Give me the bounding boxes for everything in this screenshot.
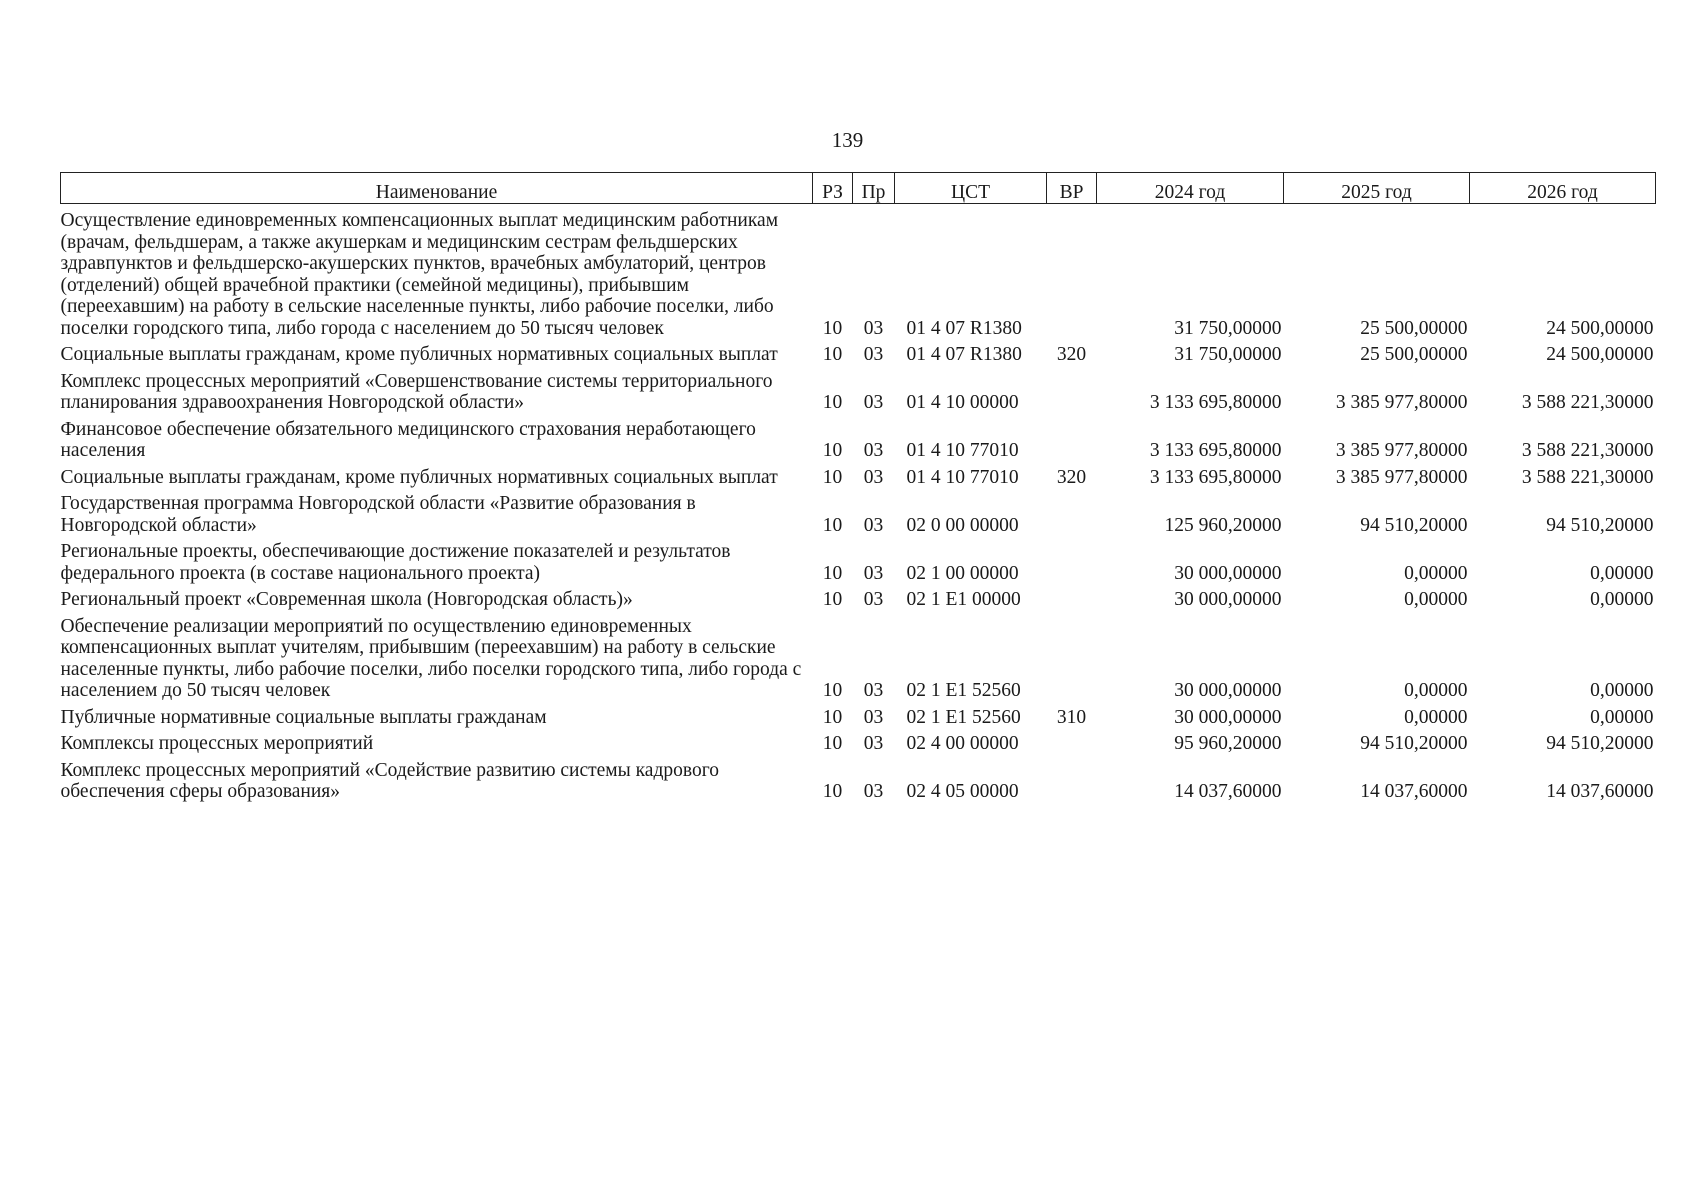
- row-2026: 0,00000: [1590, 562, 1654, 584]
- row-pr: 03: [863, 706, 884, 728]
- row-cst: 01 4 07 R1380: [906, 317, 1022, 339]
- row-2025: 3 385 977,80000: [1335, 440, 1468, 461]
- row-rz: 10: [822, 344, 843, 365]
- row-pr: 03: [863, 733, 884, 754]
- row-2024: 30 000,00000: [1174, 680, 1282, 701]
- row-rz: 10: [822, 562, 843, 584]
- row-2024: 30 000,00000: [1174, 589, 1282, 610]
- row-vr: [1047, 584, 1097, 611]
- row-2026: 24 500,00000: [1546, 317, 1654, 339]
- row-cst: 01 4 10 77010: [906, 440, 1019, 461]
- row-2026: 3 588 221,30000: [1521, 440, 1654, 461]
- header-cst: ЦСТ: [895, 173, 1047, 204]
- row-rz: 10: [822, 781, 843, 802]
- row-2026: 0,00000: [1590, 680, 1654, 701]
- header-pr: Пр: [853, 173, 895, 204]
- table-row: [61, 755, 1656, 803]
- row-2025: 94 510,20000: [1360, 733, 1468, 754]
- row-2026: 0,00000: [1590, 706, 1654, 728]
- row-pr: 03: [863, 440, 884, 461]
- table-header: [61, 173, 1656, 204]
- header-2025: 2025 год: [1284, 173, 1470, 204]
- row-pr: 03: [863, 317, 884, 339]
- row-2026: 3 588 221,30000: [1521, 392, 1654, 413]
- table-row: [61, 366, 1656, 414]
- row-2025: 25 500,00000: [1360, 317, 1468, 339]
- row-name: Государственная программа Новгородской области «Развитие образования в Новгородской области»: [60, 493, 696, 536]
- row-vr: [1047, 488, 1097, 536]
- row-name: Осуществление единовременных компенсационных выплат медицинским работникам (врачам, фельдшерам, а также акушеркам и медицинским сестрам фельдшерских здравпунктов и фельдшерско-акушерских пунктов, врачебных амбулаторий, центров (отделений) общей врачебной практики (семейной медицины), прибывшим (переехавшим) на работу в сельские населенные пункты, либо рабочие поселки, либо поселки городского типа, либо города с населением до 50 тысяч человек: [60, 210, 779, 339]
- header-rz: РЗ: [813, 173, 853, 204]
- row-rz: 10: [822, 589, 843, 610]
- row-2025: 94 510,20000: [1360, 514, 1468, 536]
- row-2024: 31 750,00000: [1174, 344, 1282, 365]
- header-2026: 2026 год: [1470, 173, 1656, 204]
- header-name: Наименование: [61, 173, 813, 204]
- row-2025: 14 037,60000: [1360, 781, 1468, 802]
- table-row: [61, 462, 1656, 489]
- row-pr: 03: [863, 392, 884, 413]
- row-2024: 30 000,00000: [1174, 562, 1282, 584]
- row-rz: 10: [822, 733, 843, 754]
- row-name: Публичные нормативные социальные выплаты гражданам: [60, 706, 547, 728]
- row-rz: 10: [822, 706, 843, 728]
- row-pr: 03: [863, 514, 884, 536]
- row-2026: 94 510,20000: [1546, 514, 1654, 536]
- row-vr: [1047, 536, 1097, 584]
- row-rz: 10: [822, 392, 843, 413]
- page-number: 139: [831, 128, 864, 152]
- row-rz: 10: [822, 440, 843, 461]
- row-cst: 02 4 05 00000: [906, 781, 1019, 802]
- row-2024: 125 960,20000: [1164, 514, 1282, 536]
- row-2026: 14 037,60000: [1546, 781, 1654, 802]
- row-2024: 3 133 695,80000: [1149, 392, 1282, 413]
- row-cst: 02 1 E1 00000: [906, 589, 1021, 610]
- row-2025: 0,00000: [1404, 706, 1468, 728]
- row-pr: 03: [863, 680, 884, 701]
- row-name: Обеспечение реализации мероприятий по осуществлению единовременных компенсационных выплат учителям, прибывшим (переехавшим) на работу в сельские населенные пункты, либо рабочие поселки, либо поселки городского типа, либо города с населением до 50 тысяч человек: [60, 615, 802, 701]
- header-vr: ВР: [1047, 173, 1097, 204]
- table-row: [61, 204, 1656, 340]
- row-rz: 10: [822, 680, 843, 701]
- table-row: [61, 414, 1656, 462]
- row-2026: 94 510,20000: [1546, 733, 1654, 754]
- row-2025: 0,00000: [1404, 562, 1468, 584]
- table-row: [61, 536, 1656, 584]
- table-row: [61, 611, 1656, 702]
- row-pr: 03: [863, 466, 884, 488]
- row-2025: 25 500,00000: [1360, 344, 1468, 365]
- row-cst: 02 1 00 00000: [906, 562, 1019, 584]
- row-rz: 10: [822, 514, 843, 536]
- row-cst: 02 4 00 00000: [906, 733, 1019, 754]
- row-2024: 31 750,00000: [1174, 317, 1282, 339]
- row-name: Комплекс процессных мероприятий «Совершенствование системы территориального планирования здравоохранения Новгородской области»: [60, 370, 773, 413]
- row-vr: 320: [1056, 466, 1087, 488]
- row-name: Комплекс процессных мероприятий «Содействие развитию системы кадрового обеспечения сферы образования»: [60, 759, 719, 802]
- row-name: Социальные выплаты гражданам, кроме публичных нормативных социальных выплат: [60, 344, 778, 365]
- row-vr: [1047, 755, 1097, 803]
- row-cst: 02 1 E1 52560: [906, 706, 1021, 728]
- row-cst: 02 1 E1 52560: [906, 680, 1021, 701]
- row-2025: 3 385 977,80000: [1335, 466, 1468, 488]
- row-name: Финансовое обеспечение обязательного медицинского страхования неработающего населения: [60, 418, 756, 461]
- row-cst: 01 4 10 00000: [906, 392, 1019, 413]
- row-cst: 02 0 00 00000: [906, 514, 1019, 536]
- row-vr: [1047, 414, 1097, 462]
- row-vr: [1047, 366, 1097, 414]
- row-vr: [1047, 728, 1097, 755]
- row-2026: 0,00000: [1590, 589, 1654, 610]
- row-2024: 14 037,60000: [1174, 781, 1282, 802]
- table-row: [61, 728, 1656, 755]
- row-2026: 24 500,00000: [1546, 344, 1654, 365]
- row-vr: 310: [1056, 706, 1087, 728]
- row-2025: 0,00000: [1404, 589, 1468, 610]
- row-2024: 3 133 695,80000: [1149, 440, 1282, 461]
- header-2024: 2024 год: [1097, 173, 1284, 204]
- table-row: [61, 584, 1656, 611]
- row-2024: 30 000,00000: [1174, 706, 1282, 728]
- row-pr: 03: [863, 562, 884, 584]
- table-row: [61, 339, 1656, 366]
- row-pr: 03: [863, 344, 884, 365]
- row-name: Комплексы процессных мероприятий: [60, 733, 374, 754]
- row-cst: 01 4 07 R1380: [906, 344, 1022, 365]
- table-row: [61, 488, 1656, 536]
- table-body: [61, 204, 1656, 803]
- row-vr: [1047, 204, 1097, 340]
- row-rz: 10: [822, 317, 843, 339]
- row-2025: 3 385 977,80000: [1335, 392, 1468, 413]
- row-rz: 10: [822, 466, 843, 488]
- row-name: Региональные проекты, обеспечивающие достижение показателей и результатов федерального проекта (в составе национального проекта): [60, 541, 731, 584]
- row-2025: 0,00000: [1404, 680, 1468, 701]
- row-name: Региональный проект «Современная школа (Новгородская область)»: [60, 589, 633, 610]
- table-row: [61, 702, 1656, 729]
- row-pr: 03: [863, 781, 884, 802]
- row-name: Социальные выплаты гражданам, кроме публичных нормативных социальных выплат: [60, 466, 778, 488]
- row-pr: 03: [863, 589, 884, 610]
- row-vr: [1047, 611, 1097, 702]
- row-vr: 320: [1056, 344, 1087, 365]
- budget-table: [60, 172, 1656, 803]
- row-2026: 3 588 221,30000: [1521, 466, 1654, 488]
- row-cst: 01 4 10 77010: [906, 466, 1019, 488]
- row-2024: 3 133 695,80000: [1149, 466, 1282, 488]
- row-2024: 95 960,20000: [1174, 733, 1282, 754]
